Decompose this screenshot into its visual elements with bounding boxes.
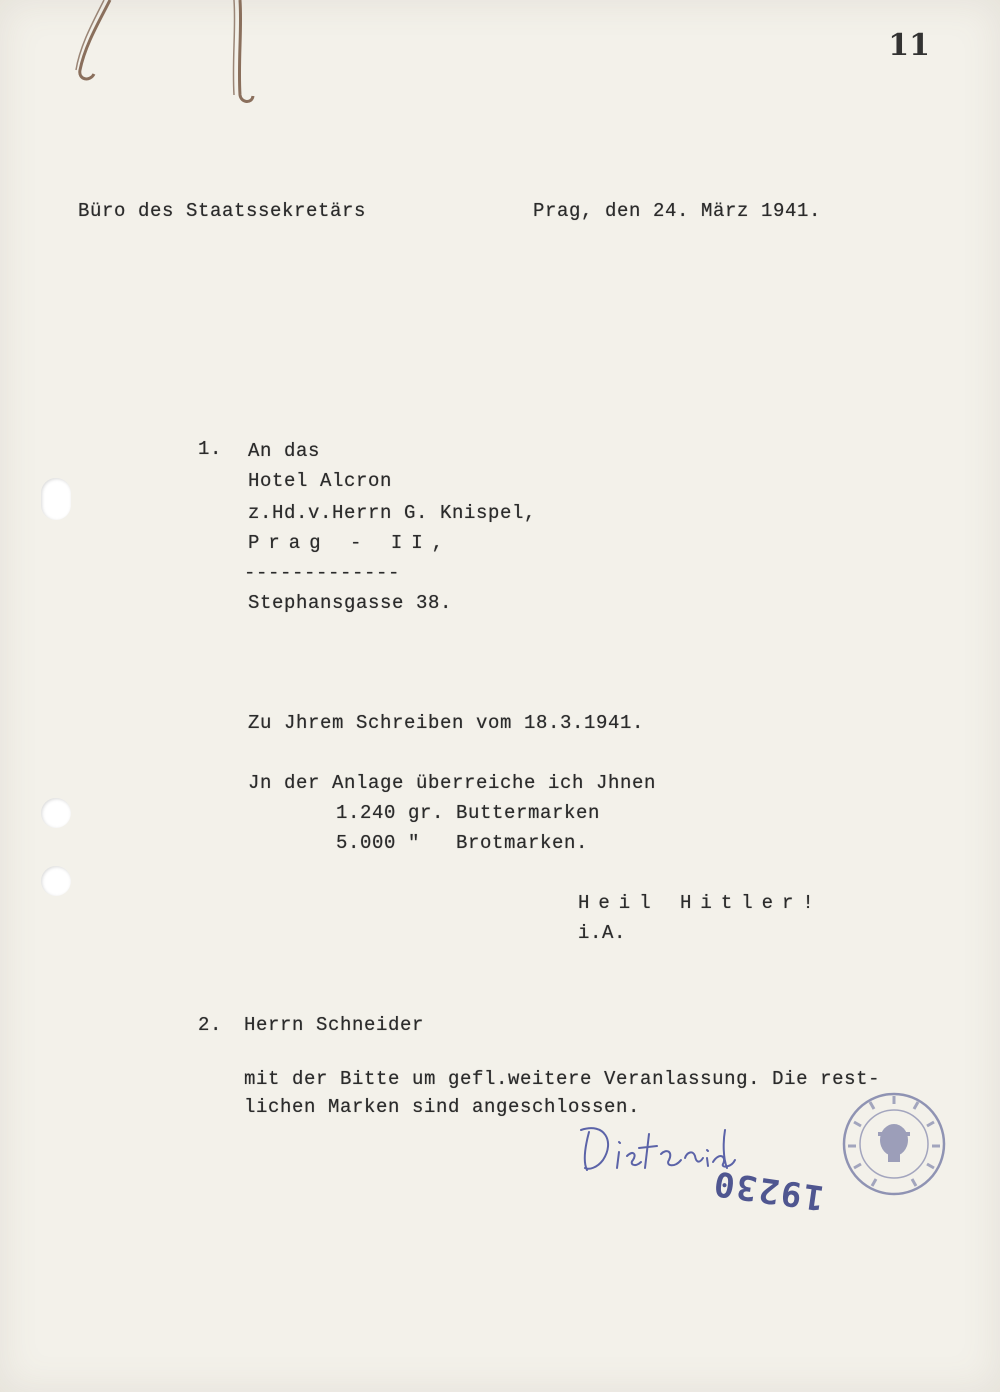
ia-mark: i.A.: [578, 922, 627, 944]
round-seal-stamp: [838, 1088, 950, 1200]
place-date: Prag, den 24. März 1941.: [533, 200, 822, 222]
item-name-1: Buttermarken: [456, 802, 601, 824]
stamp-number: 19230: [709, 1162, 827, 1218]
body-intro: Jn der Anlage überreiche ich Jhnen: [248, 772, 657, 794]
item-name-2: Brotmarken.: [456, 832, 589, 854]
punch-hole: [41, 866, 71, 896]
item-amount-2: 5.000 ": [336, 832, 421, 854]
subject-line: Zu Jhrem Schreiben vom 18.3.1941.: [248, 712, 645, 734]
punch-hole: [41, 798, 71, 828]
address-line-2: Hotel Alcron: [248, 470, 393, 492]
office-heading: Büro des Staatssekretärs: [78, 200, 367, 222]
clip-marks: [60, 0, 280, 110]
closing-greeting: Heil Hitler!: [578, 892, 823, 914]
page-number: 11: [888, 28, 930, 63]
section2-line-1: mit der Bitte um gefl.weitere Veranlassung. Die rest-: [244, 1068, 881, 1090]
section2-line-2: lichen Marken sind angeschlossen.: [244, 1096, 641, 1118]
address-line-1: An das: [248, 440, 321, 462]
section-number-1: 1.: [198, 438, 223, 460]
address-line-4: Prag - II,: [248, 532, 453, 554]
section-number-2: 2.: [198, 1014, 223, 1036]
punch-hole: [41, 478, 71, 520]
archive-number-stamp: [710, 1162, 827, 1217]
address-line-3: z.Hd.v.Herrn G. Knispel,: [248, 502, 537, 524]
address-underline: -------------: [244, 562, 401, 584]
item-amount-1: 1.240 gr.: [336, 802, 445, 824]
section2-addressee: Herrn Schneider: [244, 1014, 425, 1036]
address-line-5: Stephansgasse 38.: [248, 592, 453, 614]
